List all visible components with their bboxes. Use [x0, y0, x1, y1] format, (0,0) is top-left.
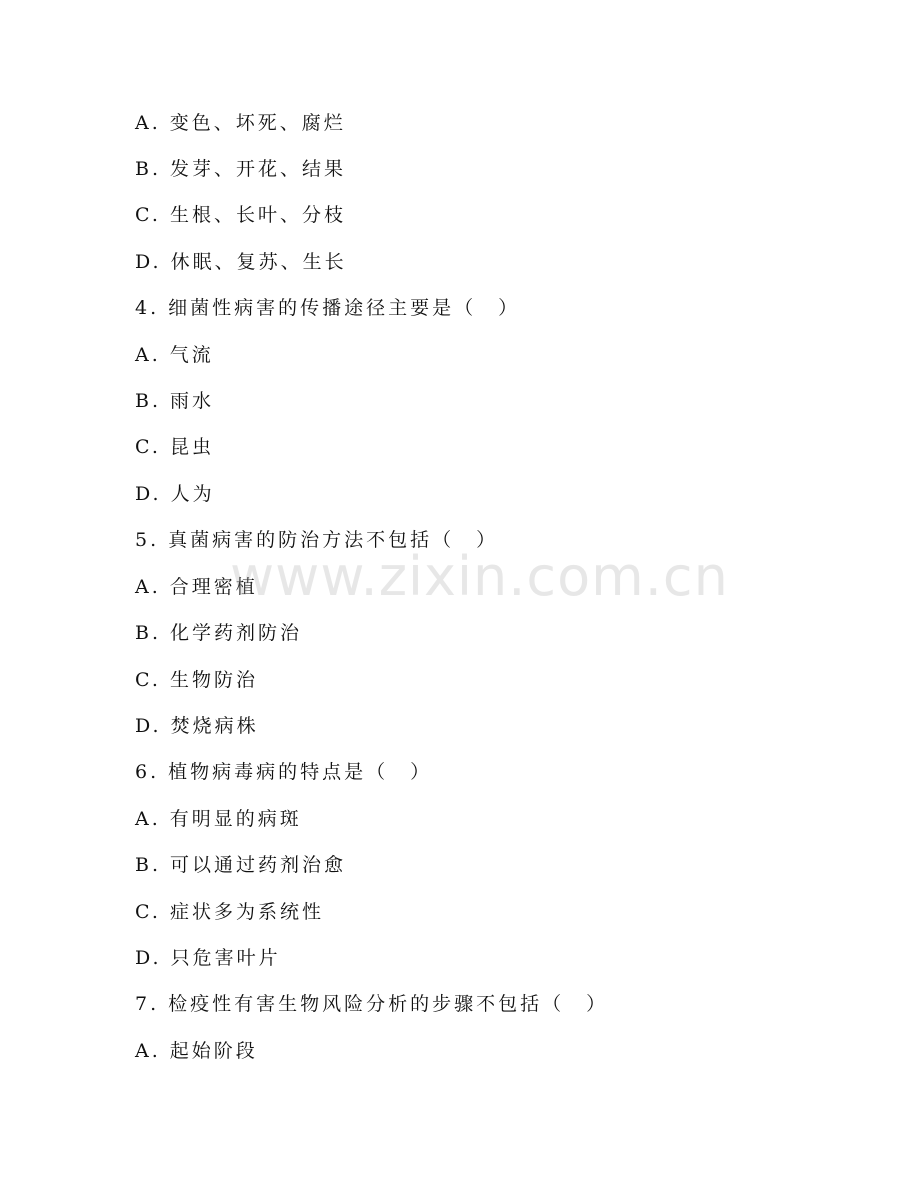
question-5-option-a: A. 合理密植	[135, 576, 258, 598]
question-6-option-c: C. 症状多为系统性	[135, 901, 324, 923]
question-5-option-c: C. 生物防治	[135, 669, 258, 691]
option-c-line: C. 生根、长叶、分枝	[135, 204, 346, 226]
question-6: 6. 植物病毒病的特点是（ ）	[135, 761, 433, 783]
question-4-option-d: D. 人为	[135, 483, 215, 505]
question-7: 7. 检疫性有害生物风险分析的步骤不包括（ ）	[135, 993, 609, 1015]
question-7-option-a: A. 起始阶段	[135, 1040, 258, 1062]
question-6-option-d: D. 只危害叶片	[135, 947, 281, 969]
watermark: www.zixin.com.cn	[230, 545, 729, 608]
question-6-option-a: A. 有明显的病斑	[135, 808, 302, 830]
option-a-line: A. 变色、坏死、腐烂	[135, 112, 346, 134]
option-d-line: D. 休眠、复苏、生长	[135, 251, 347, 273]
question-5-option-b: B. 化学药剂防治	[135, 622, 303, 644]
question-4-option-c: C. 昆虫	[135, 436, 214, 458]
question-4-option-a: A. 气流	[135, 344, 214, 366]
option-b-line: B. 发芽、开花、结果	[135, 158, 347, 180]
question-4: 4. 细菌性病害的传播途径主要是（ ）	[135, 297, 521, 319]
question-6-option-b: B. 可以通过药剂治愈	[135, 854, 347, 876]
question-4-option-b: B. 雨水	[135, 390, 215, 412]
question-5: 5. 真菌病害的防治方法不包括（ ）	[135, 529, 499, 551]
question-5-option-d: D. 焚烧病株	[135, 715, 259, 737]
